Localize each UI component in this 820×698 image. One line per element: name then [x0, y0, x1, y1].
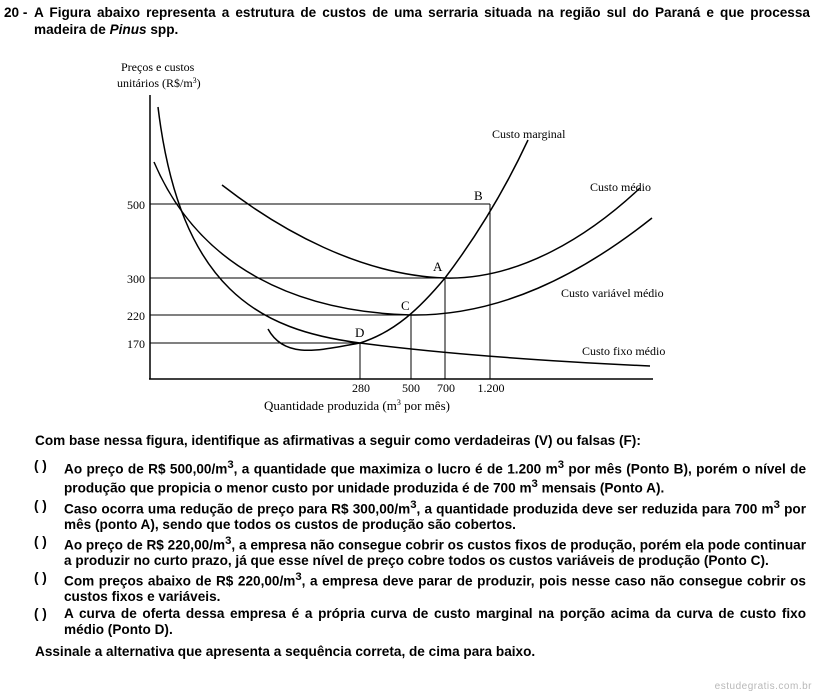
x-tick-500: 500	[402, 381, 420, 395]
question-number: 20 -	[4, 5, 28, 20]
average-fixed-cost-curve	[158, 107, 650, 366]
average-total-cost-curve	[222, 185, 640, 278]
y-tick-500: 500	[127, 198, 145, 212]
y-tick-300: 300	[127, 272, 145, 286]
point-c-label: C	[401, 298, 410, 313]
y-tick-220: 220	[127, 309, 145, 323]
point-d-label: D	[355, 325, 365, 340]
x-tick-280: 280	[352, 381, 370, 395]
answer-blank[interactable]: ( )	[34, 458, 47, 473]
answer-blank[interactable]: ( )	[34, 569, 47, 585]
y-axis-title-line1: Preços e custos	[121, 60, 195, 74]
x-tick-1200: 1.200	[477, 381, 505, 395]
guide-lines	[150, 204, 490, 379]
y-tick-170: 170	[127, 337, 145, 351]
instruction: Com base nessa figura, identifique as afirmativas a seguir como verdadeiras (V) ou falsas (F):	[35, 433, 641, 448]
statement-item: ( ) Caso ocorra uma redução de preço para R$ $300,00/m^3$, a quantidade produzida deve ser reduzida para 700 $m^3$ por mês (ponto A), sendo que todos os custos de produção são cobertos.	[34, 497, 806, 532]
avc-label: Custo variável médio	[561, 286, 664, 300]
point-b-label: B	[474, 188, 483, 203]
closing-instruction: Assinale a alternativa que apresenta a sequência correta, de cima para baixo.	[35, 644, 536, 659]
marginal-cost-curve	[268, 140, 528, 350]
marginal-cost-label: Custo marginal	[492, 127, 566, 141]
y-axis-title-line2: unitários $(R\$/m^3)$	[117, 76, 201, 90]
x-tick-700: 700	[437, 381, 455, 395]
average-cost-label: Custo médio	[590, 180, 652, 194]
answer-blank[interactable]: ( )	[34, 497, 47, 513]
statements-list	[4, 458, 806, 639]
question-header	[4, 4, 810, 38]
question-stem: A Figura abaixo representa a estrutura de custos de uma serraria situada na região sul do Paraná e que processa madeira de Pinus spp.	[34, 5, 810, 37]
answer-blank[interactable]: ( )	[34, 533, 47, 549]
afc-label: Custo fixo médio	[582, 344, 666, 358]
statement-item: ( ) Ao preço de R$ $220,00/m^3$, a empresa não consegue cobrir os custos fixos de produção, porém ela pode continuar a produzir no curto prazo, já que esse nível de preço cobre todos os custos variáveis de produção (Ponto C).	[34, 533, 806, 569]
x-axis-title: Quantidade produzida ($m^3$ por mês)	[264, 398, 450, 413]
cost-curves-figure	[0, 50, 700, 420]
answer-blank[interactable]: ( )	[34, 606, 47, 622]
statement-item: ( ) A curva de oferta dessa empresa é a própria curva de custo marginal na porção acima da curva de custo fixo médio (Ponto D).	[34, 606, 806, 637]
statement-item: ( ) Com preços abaixo de R$ $220,00/m^3$, a empresa deve parar de produzir, pois nesse caso não consegue cobrir os custos fixos e variáveis.	[34, 569, 806, 605]
site-watermark: estudegratis.com.br	[714, 681, 812, 692]
point-a-label: A	[433, 259, 443, 274]
statement-item: ( ) Ao preço de R$ $500,00/m^3$, a quantidade que maximiza o lucro é de 1.200 $m^3$ por mês (Ponto B), porém o nível de produção que propicia o menor custo por unidade produzida é de 700 $m^3$ mensais (Ponto A).	[34, 458, 806, 496]
